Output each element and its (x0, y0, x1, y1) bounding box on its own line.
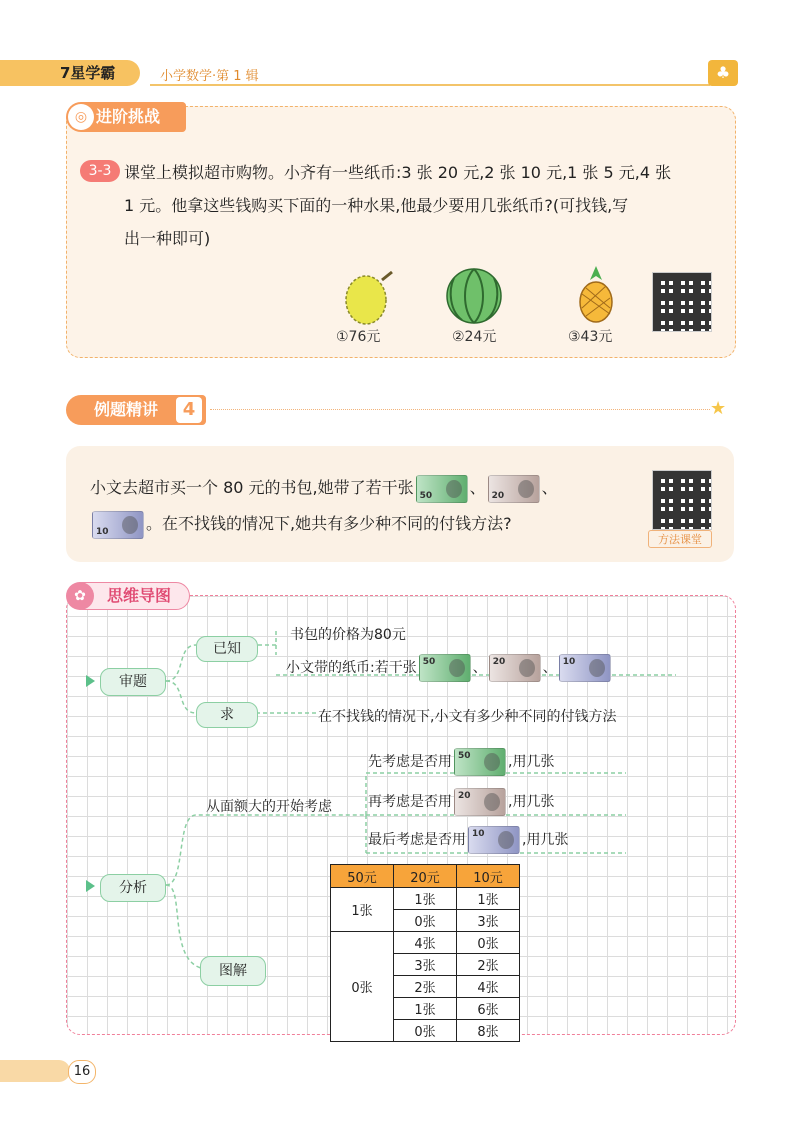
qr-code-icon[interactable] (652, 470, 712, 530)
header-rule (150, 84, 710, 86)
table-cell: 0张 (457, 932, 520, 954)
series-subtitle: 小学数学·第 1 辑 (160, 69, 259, 84)
question-line: 课堂上模拟超市购物。小齐有一些纸币:3 张 20 元,2 张 10 元,1 张 5 元,4 张 (124, 163, 672, 182)
footer-bar (0, 1060, 70, 1082)
question-line: 1 元。他拿这些钱购买下面的一种水果,他最少要用几张纸币?(可找钱,写 (124, 196, 629, 215)
step-2: 再考虑是否用 20 ,用几张 (368, 788, 554, 816)
bill-10-icon: 10 (92, 511, 144, 539)
bill-20-icon: 20 (488, 475, 540, 503)
bill-20-icon: 20 (489, 654, 541, 682)
table-row (331, 888, 520, 910)
question-line: 出一种即可) (124, 229, 211, 248)
table-cell: 3张 (457, 910, 520, 932)
flower-icon: ✿ (66, 582, 94, 610)
table-cell: 1张 (331, 888, 394, 932)
table-row (331, 932, 520, 954)
start-text: 从面额大的开始考虑 (206, 799, 332, 815)
fruit-price: ③43元 (568, 329, 613, 345)
bill-50-icon: 50 (419, 654, 471, 682)
fruit-price: ②24元 (452, 329, 497, 345)
table-cell: 1张 (394, 998, 457, 1020)
table-header: 20元 (394, 865, 457, 888)
table-header: 50元 (331, 865, 394, 888)
example-tag: 例题精讲 (66, 395, 206, 425)
table-cell: 4张 (394, 932, 457, 954)
example-number: 4 (176, 397, 202, 423)
example-text-part: 。在不找钱的情况下,她共有多少种不同的付钱方法? (146, 514, 512, 533)
separator: 、 (469, 478, 486, 497)
ask-text: 在不找钱的情况下,小文有多少种不同的付钱方法 (318, 709, 617, 725)
challenge-tag: 进阶挑战 (66, 102, 186, 132)
arrow-icon (86, 880, 95, 892)
target-icon: ◎ (68, 104, 94, 130)
brand-title: 7星学霸 (60, 64, 116, 82)
table-cell: 2张 (394, 976, 457, 998)
known-bills: 小文带的纸币:若干张 50 、 20 、 10 (286, 654, 613, 682)
method-class-label: 方法课堂 (648, 530, 712, 548)
table-header-row (331, 865, 520, 888)
example-text (90, 470, 650, 542)
mindmap-tag: 思维导图 (68, 582, 190, 610)
table-cell: 1张 (457, 888, 520, 910)
star-icon: ★ (710, 398, 727, 419)
node-qiu: 求 (196, 702, 258, 728)
table-cell: 1张 (394, 888, 457, 910)
node-yizhi: 已知 (196, 636, 258, 662)
question-number: 3-3 (80, 160, 120, 182)
bill-10-icon: 10 (559, 654, 611, 682)
known-price: 书包的价格为80元 (290, 627, 406, 643)
bill-50-icon: 50 (416, 475, 468, 503)
node-fenxi: 分析 (100, 874, 166, 902)
example-text-part: 小文去超市买一个 80 元的书包,她带了若干张 (90, 478, 414, 497)
bill-50-icon: 50 (454, 748, 506, 776)
bill-10-icon: 10 (468, 826, 520, 854)
table-cell: 0张 (394, 910, 457, 932)
example-rule (210, 409, 710, 410)
fruit-price: ①76元 (336, 329, 381, 345)
table-header: 10元 (457, 865, 520, 888)
table-cell: 3张 (394, 954, 457, 976)
table-cell: 6张 (457, 998, 520, 1020)
separator: 、 (541, 478, 558, 497)
node-tujie: 图解 (200, 956, 266, 986)
question-text (124, 156, 724, 255)
page-number: 16 (68, 1060, 96, 1084)
qr-code-icon[interactable] (652, 272, 712, 332)
step-3: 最后考虑是否用 10 ,用几张 (368, 826, 568, 854)
payment-table (330, 864, 520, 1042)
table-cell: 2张 (457, 954, 520, 976)
bill-20-icon: 20 (454, 788, 506, 816)
pineapple-icon (566, 264, 626, 324)
tree-icon: ♣ (708, 60, 738, 86)
step-1: 先考虑是否用 50 ,用几张 (368, 748, 554, 776)
watermelon-icon (444, 266, 504, 326)
node-shenti: 审题 (100, 668, 166, 696)
table-cell: 4张 (457, 976, 520, 998)
durian-icon (338, 268, 398, 328)
table-cell: 0张 (394, 1020, 457, 1042)
arrow-icon (86, 675, 95, 687)
table-cell: 0张 (331, 932, 394, 1042)
table-cell: 8张 (457, 1020, 520, 1042)
